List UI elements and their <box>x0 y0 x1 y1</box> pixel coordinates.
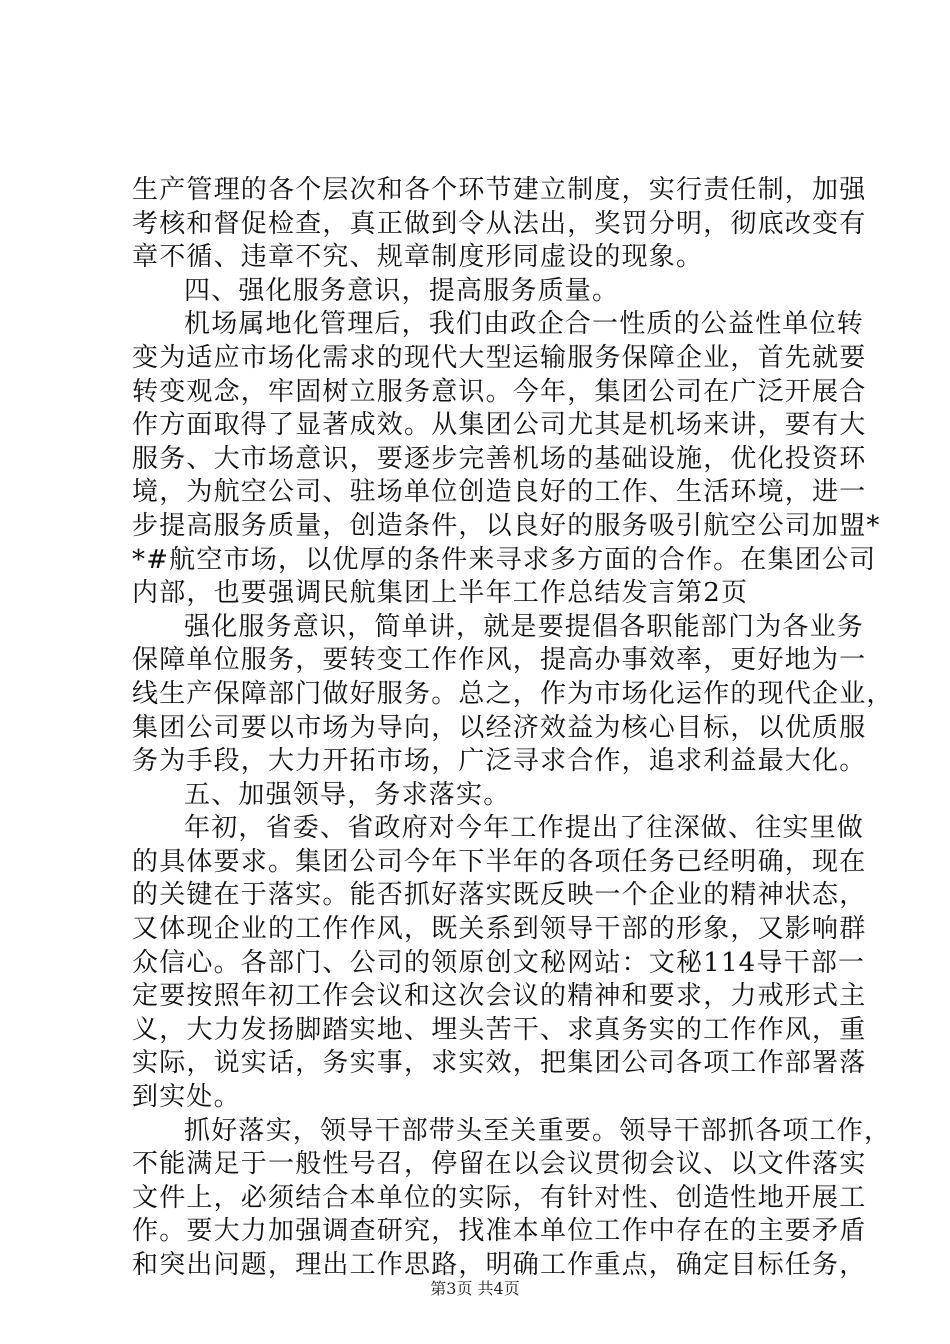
text-line: 的具体要求。集团公司今年下半年的各项任务已经明确，现在 <box>132 846 867 877</box>
text-line: 务为手段，大力开拓市场，广泛寻求合作，追求利益最大化。 <box>132 746 867 777</box>
text-line: 内部，也要强调民航集团上半年工作总结发言第2页 <box>132 578 749 609</box>
text-line: 到实处。 <box>132 1082 241 1113</box>
text-line: 步提高服务质量，创造条件，以良好的服务吸引航空公司加盟* <box>132 510 881 541</box>
text-line: 作方面取得了显著成效。从集团公司尤其是机场来讲，要有大 <box>132 410 867 441</box>
text-line: 集团公司要以市场为导向，以经济效益为核心目标，以优质服 <box>132 712 867 743</box>
text-line: 文件上，必须结合本单位的实际，有针对性、创造性地开展工 <box>132 1182 867 1213</box>
text-line: 保障单位服务，要转变工作作风，提高办事效率，更好地为一 <box>132 645 867 676</box>
text-line: 境，为航空公司、驻场单位创造良好的工作、生活环境，进一 <box>132 477 867 508</box>
text-line: 章不循、违章不究、规章制度形同虚设的现象。 <box>132 242 704 273</box>
text-line: 生产管理的各个层次和各个环节建立制度，实行责任制，加强 <box>132 175 867 205</box>
text-line: 转变观念，牢固树立服务意识。今年，集团公司在广泛开展合 <box>132 376 867 407</box>
text-line: 众信心。各部门、公司的领原创文秘网站：文秘114导干部一 <box>132 947 866 978</box>
text-line: 考核和督促检查，真正做到令从法出，奖罚分明，彻底改变有 <box>132 208 867 239</box>
text-line: 机场属地化管理后，我们由政企合一性质的公益性单位转 <box>184 309 865 340</box>
text-line: 抓好落实，领导干部带头至关重要。领导干部抓各项工作， <box>184 1115 892 1146</box>
text-line: 线生产保障部门做好服务。总之，作为市场化运作的现代企业， <box>132 678 894 709</box>
text-line: 的关键在于落实。能否抓好落实既反映一个企业的精神状态， <box>132 880 867 911</box>
text-line: 变为适应市场化需求的现代大型运输服务保障企业，首先就要 <box>132 342 867 373</box>
document-body <box>132 174 894 1283</box>
text-line: 义，大力发扬脚踏实地、埋头苦干、求真务实的工作作风，重 <box>132 1014 867 1045</box>
text-line: 五、加强领导，务求落实。 <box>184 779 511 810</box>
text-line: 又体现企业的工作作风，既关系到领导干部的形象，又影响群 <box>132 914 867 945</box>
page-footer: 第3页 共4页 <box>430 1279 520 1298</box>
text-line: 作。要大力加强调查研究，找准本单位工作中存在的主要矛盾 <box>132 1216 867 1247</box>
text-line: 四、强化服务意识，提高服务质量。 <box>184 275 620 306</box>
text-line: 服务、大市场意识，要逐步完善机场的基础设施，优化投资环 <box>132 443 867 474</box>
text-line: 实际，说实话，务实事，求实效，把集团公司各项工作部署落 <box>132 1048 867 1079</box>
text-line: *#航空市场，以优厚的条件来寻求多方面的合作。在集团公司 <box>132 544 877 575</box>
text-line: 年初，省委、省政府对今年工作提出了往深做、往实里做 <box>184 813 865 844</box>
text-line: 强化服务意识，简单讲，就是要提倡各职能部门为各业务 <box>184 611 865 642</box>
text-line: 定要按照年初工作会议和这次会议的精神和要求，力戒形式主 <box>132 981 867 1012</box>
text-line: 和突出问题，理出工作思路，明确工作重点，确定目标任务， <box>132 1250 867 1280</box>
text-line: 不能满足于一般性号召，停留在以会议贯彻会议、以文件落实 <box>132 1149 867 1180</box>
